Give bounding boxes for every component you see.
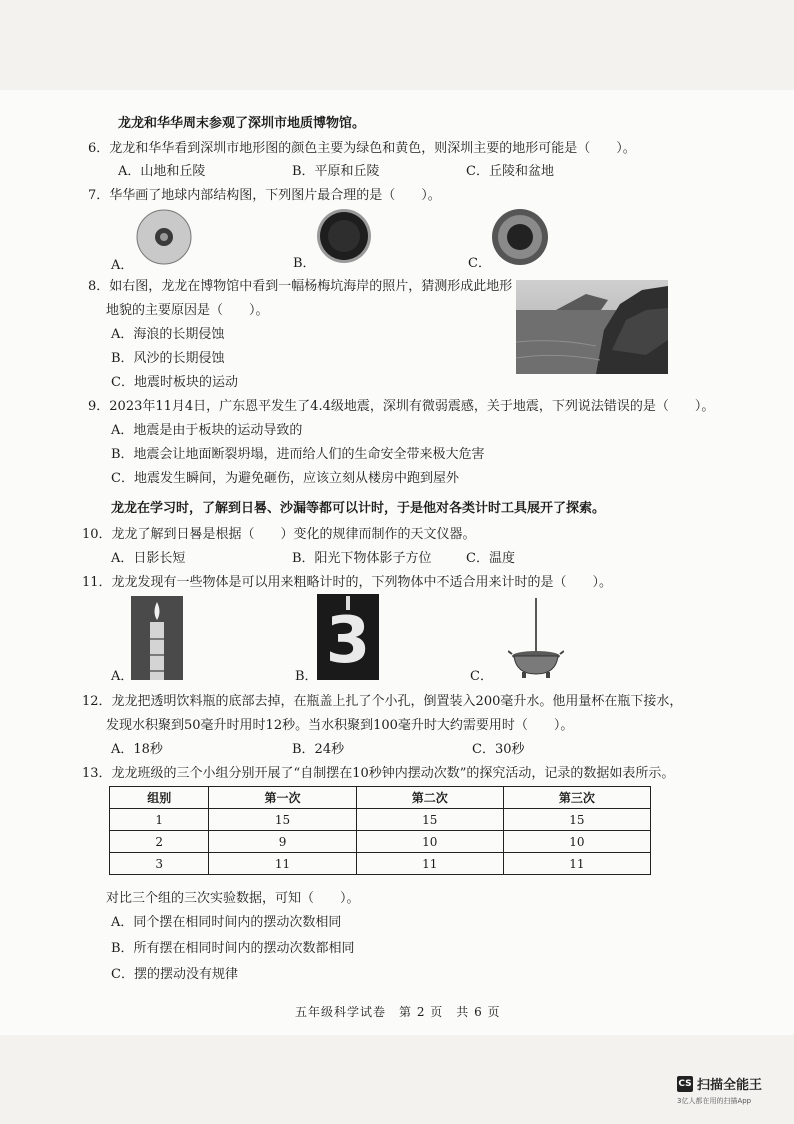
table-header-cell: 第三次: [503, 787, 650, 809]
question-6-option-a[interactable]: A．山地和丘陵: [118, 164, 206, 179]
scanner-logo-icon: CS: [677, 1076, 693, 1092]
table-row: [110, 809, 651, 831]
question-8-stem-line2: 地貌的主要原因是（ ）。: [106, 303, 269, 318]
question-13-option-b[interactable]: B．所有摆在相同时间内的摆动次数都相同: [111, 941, 355, 956]
question-9-option-b[interactable]: B．地震会让地面断裂坍塌，进而给人们的生命安全带来极大危害: [111, 447, 485, 462]
section-intro-timekeeping: 龙龙在学习时，了解到日晷、沙漏等都可以计时，于是他对各类计时工具展开了探索。: [111, 501, 606, 516]
question-12-stem-line1: 12．龙龙把透明饮料瓶的底部去掉，在瓶盖上扎了个小孔，倒置装入200毫升水。他用量杯在瓶下接水，: [82, 694, 683, 709]
question-11-label-a[interactable]: A．: [111, 669, 134, 684]
table-row: [110, 831, 651, 853]
question-12-option-a[interactable]: A．18秒: [111, 742, 163, 757]
table-cell: 3: [110, 853, 209, 875]
question-7-label-c[interactable]: C．: [468, 256, 491, 271]
table-cell: 15: [356, 809, 503, 831]
question-7-label-a[interactable]: A．: [111, 258, 134, 273]
question-8-option-b[interactable]: B．风沙的长期侵蚀: [111, 351, 225, 366]
table-cell: 10: [503, 831, 650, 853]
table-cell: 1: [110, 809, 209, 831]
pendulum-data-table: [109, 786, 651, 875]
question-13-option-a[interactable]: A．同个摆在相同时间内的摆动次数相同: [111, 915, 342, 930]
question-13-question: 对比三个组的三次实验数据，可知（ ）。: [106, 891, 360, 906]
table-header-row: [110, 787, 651, 809]
question-10-option-b[interactable]: B．阳光下物体影子方位: [292, 551, 432, 566]
question-6-stem: 6．龙龙和华华看到深圳市地形图的颜色主要为绿色和黄色，则深圳主要的地形可能是（ ）。: [88, 141, 636, 156]
question-8-stem-line1: 8．如右图，龙龙在博物馆中看到一幅杨梅坑海岸的照片，猜测形成此地形: [88, 279, 513, 294]
question-11-label-b[interactable]: B．: [295, 669, 318, 684]
table-header-cell: 第二次: [356, 787, 503, 809]
question-6-option-c[interactable]: C．丘陵和盆地: [466, 164, 554, 179]
question-11-label-c[interactable]: C．: [470, 669, 493, 684]
earth-structure-image-c: [491, 208, 549, 266]
table-cell: 15: [503, 809, 650, 831]
question-8-option-c[interactable]: C．地震时板块的运动: [111, 375, 238, 390]
table-cell: 11: [356, 853, 503, 875]
table-cell: 15: [209, 809, 356, 831]
question-10-option-c[interactable]: C．温度: [466, 551, 515, 566]
table-cell: 9: [209, 831, 356, 853]
question-10-stem: 10．龙龙了解到日晷是根据（ ）变化的规律而制作的天文仪器。: [82, 527, 476, 542]
table-header-cell: 第一次: [209, 787, 356, 809]
question-13-option-c[interactable]: C．摆的摆动没有规律: [111, 967, 238, 982]
question-7-label-b[interactable]: B．: [293, 256, 316, 271]
table-row: [110, 853, 651, 875]
earth-structure-image-a: [135, 208, 193, 266]
scanner-app-name: 扫描全能王: [697, 1078, 763, 1093]
earth-structure-image-b: [316, 208, 372, 264]
question-9-option-a[interactable]: A．地震是由于板块的运动导致的: [111, 423, 303, 438]
question-11-stem: 11．龙龙发现有一些物体是可以用来粗略计时的，下列物体中不适合用来计时的是（ ）。: [82, 575, 613, 590]
question-6-option-b[interactable]: B．平原和丘陵: [292, 164, 380, 179]
number-candle-digit: 3: [325, 604, 371, 678]
question-12-option-b[interactable]: B．24秒: [292, 742, 345, 757]
coast-photo: [516, 280, 668, 374]
page-footer: 五年级科学试卷 第 2 页 共 6 页: [295, 1005, 501, 1019]
question-9-stem: 9．2023年11月4日，广东恩平发生了4.4级地震，深圳有微弱震感，关于地震，下列说法错误的是（ ）。: [88, 399, 715, 414]
table-cell: 11: [503, 853, 650, 875]
scanner-tagline: 3亿人都在用的扫描App: [677, 1097, 752, 1105]
question-10-option-a[interactable]: A．日影长短: [111, 551, 186, 566]
question-8-option-a[interactable]: A．海浪的长期侵蚀: [111, 327, 225, 342]
incense-burner-image: [508, 596, 564, 680]
question-13-stem: 13．龙龙班级的三个小组分别开展了“自制摆在10秒钟内摆动次数”的探究活动，记录的数据如表所示。: [82, 766, 675, 781]
table-cell: 11: [209, 853, 356, 875]
question-9-option-c[interactable]: C．地震发生瞬间，为避免砸伤，应该立刻从楼房中跑到屋外: [111, 471, 459, 486]
table-header-cell: 组别: [110, 787, 209, 809]
table-cell: 2: [110, 831, 209, 853]
question-12-stem-line2: 发现水积聚到50毫升时用时12秒。当水积聚到100毫升时大约需要用时（ ）。: [106, 718, 574, 733]
number-candle-image: [317, 594, 379, 680]
candle-image: [131, 596, 183, 680]
question-12-option-c[interactable]: C．30秒: [472, 742, 525, 757]
table-cell: 10: [356, 831, 503, 853]
question-7-stem: 7．华华画了地球内部结构图，下列图片最合理的是（ ）。: [88, 188, 441, 203]
section-intro-museum: 龙龙和华华周末参观了深圳市地质博物馆。: [118, 116, 366, 131]
